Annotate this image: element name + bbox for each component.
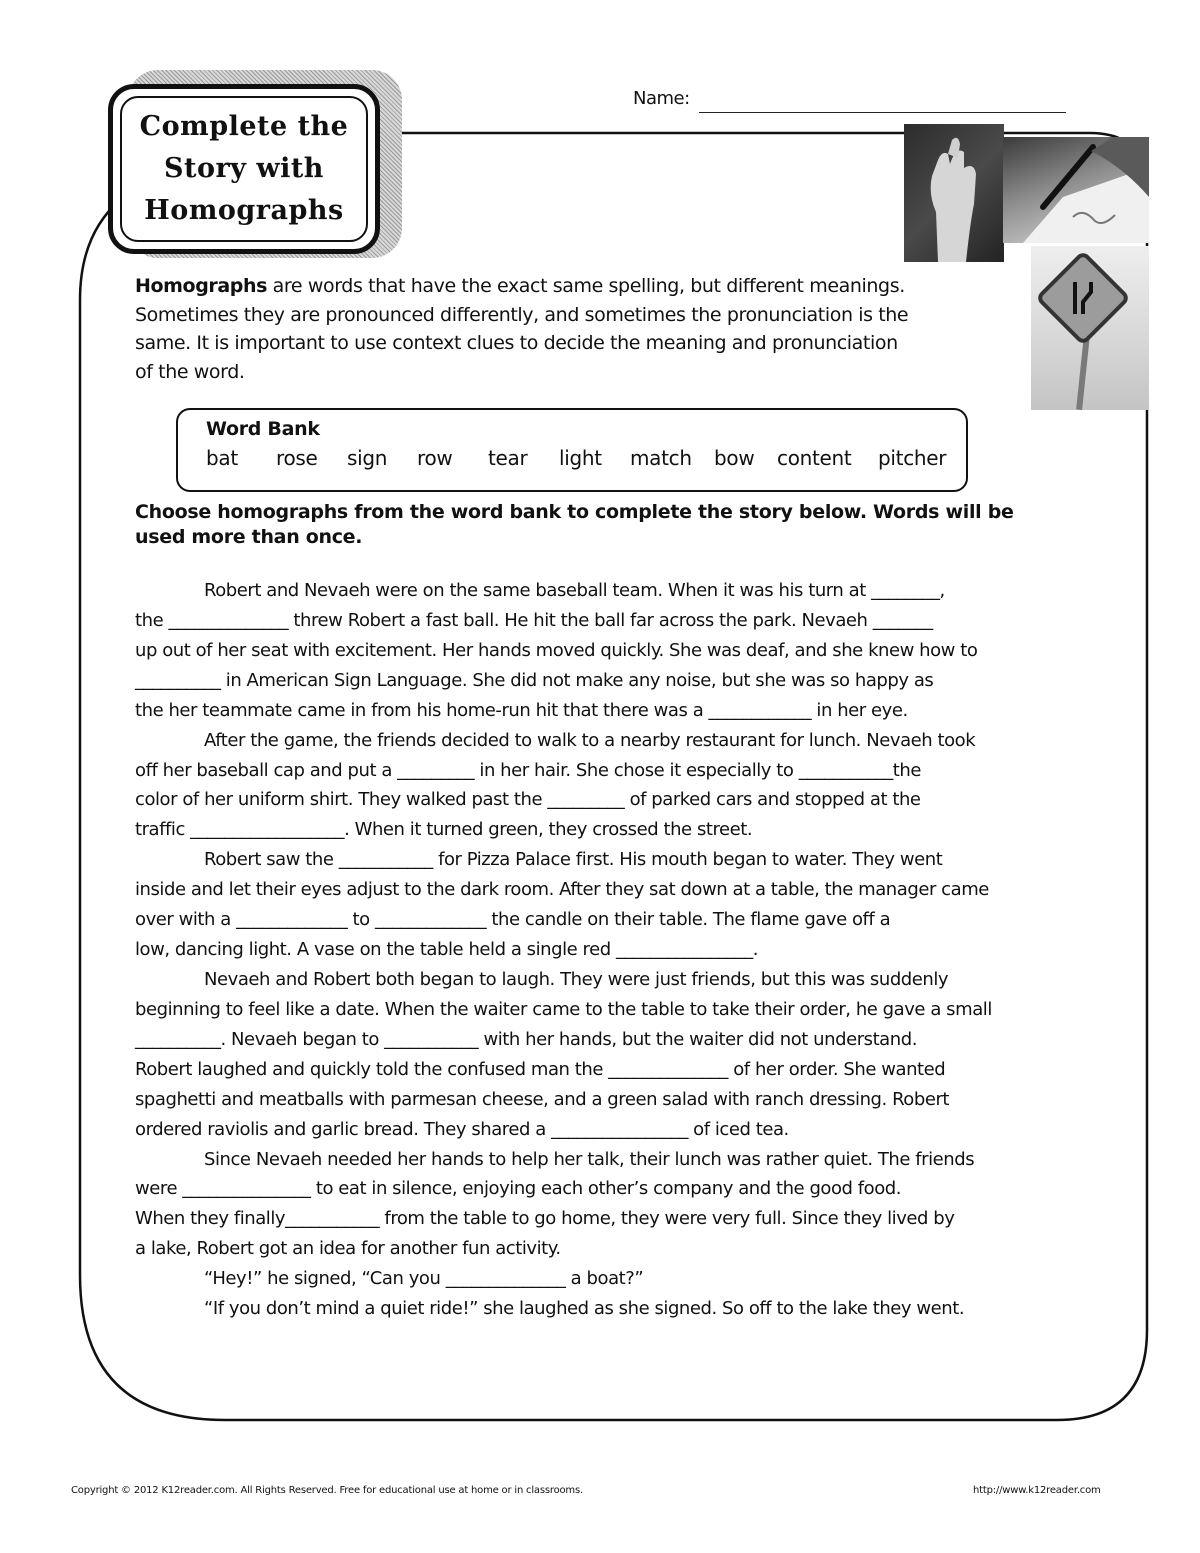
word-bank-word: bat [206,446,238,470]
name-label: Name: [633,88,690,109]
story-line: off her baseball cap and put a _________ in her hair. She chose it especially to ___________the [135,759,921,781]
story-line: were _______________ to eat in silence, enjoying each other’s company and the good food. [135,1178,902,1200]
story-line: inside and let their eyes adjust to the dark room. After they sat down at a table, the manager came [135,879,989,901]
story-line: up out of her seat with excitement. Her hands moved quickly. She was deaf, and she knew how to [135,639,978,661]
story-line: Robert and Nevaeh were on the same baseball team. When it was his turn at ________, [204,580,945,601]
word-bank-word: bow [714,446,755,470]
story-line: __________. Nevaeh began to ___________ with her hands, but the waiter did not understand. [135,1028,917,1050]
word-bank-word: match [630,446,692,470]
story-line: “If you don’t mind a quiet ride!” she laughed as she signed. So off to the lake they went. [204,1298,965,1320]
title-box [108,84,380,254]
name-field-line[interactable] [699,112,1066,113]
story-line: ordered raviolis and garlic bread. They shared a ________________ of iced tea. [135,1118,789,1140]
word-bank-box [176,408,968,492]
intro-paragraph: Homographs are words that have the exact same spelling, but different meanings. Sometimes they are pronounced differently, and sometimes the pronunciation is the same. It is important to use context clues to decide the meaning and pronunciation of the word. [135,275,909,383]
intro-bold-term: Homographs [135,275,268,297]
word-bank-word: pitcher [878,446,947,470]
story-line: low, dancing light. A vase on the table held a single red ________________. [135,939,759,961]
sign-language-hand-photo [904,124,1004,262]
story-line: beginning to feel like a date. When the waiter came to the table to take their order, he gave a small [135,998,992,1020]
story-line: traffic __________________. When it turned green, they crossed the street. [135,819,753,841]
word-bank-word: rose [276,446,318,470]
copyright-footer: Copyright © 2012 K12reader.com. All Rights Reserved. Free for educational use at home or in classrooms. [71,1485,583,1496]
story-line: When they finally___________ from the table to go home, they were very full. Since they lived by [135,1208,955,1230]
story-line: the her teammate came in from his home-run hit that there was a ____________ in her eye. [135,699,908,721]
road-sign-photo [1031,246,1149,410]
story-line: Nevaeh and Robert both began to laugh. They were just friends, but this was suddenly [204,968,949,990]
story-line: Robert saw the ___________ for Pizza Palace first. His mouth began to water. They went [204,849,943,871]
story-line: Robert laughed and quickly told the confused man the ______________ of her order. She wanted [135,1058,946,1080]
writing-pen-photo [1003,137,1149,243]
word-bank-word: row [417,446,453,470]
word-bank-word: light [559,446,602,470]
website-link[interactable]: http://www.k12reader.com [973,1485,1101,1496]
story-line: over with a _____________ to _____________ the candle on their table. The flame gave off a [135,909,891,931]
word-bank-word: content [777,446,852,470]
story-line: a lake, Robert got an idea for another fun activity. [135,1238,561,1260]
story-line: After the game, the friends decided to walk to a nearby restaurant for lunch. Nevaeh took [204,729,976,751]
story-line: spaghetti and meatballs with parmesan cheese, and a green salad with ranch dressing. Robert [135,1088,950,1110]
word-bank-word: tear [488,446,528,470]
word-bank-word: sign [347,446,388,470]
story-text [135,576,1090,1324]
story-line: “Hey!” he signed, “Can you ______________ a boat?” [204,1268,644,1290]
word-bank-title: Word Bank [206,418,320,440]
story-line: Since Nevaeh needed her hands to help her talk, their lunch was rather quiet. The friends [204,1148,975,1170]
story-line: the ______________ threw Robert a fast ball. He hit the ball far across the park. Nevaeh _______ [135,609,933,631]
story-line: color of her uniform shirt. They walked past the _________ of parked cars and stopped at the [135,789,921,811]
instructions: Choose homographs from the word bank to complete the story below. Words will be used more than once. [135,501,1014,548]
worksheet-title: Complete the Story with Homographs [139,111,349,226]
story-line: __________ in American Sign Language. She did not make any noise, but she was so happy as [135,669,934,691]
